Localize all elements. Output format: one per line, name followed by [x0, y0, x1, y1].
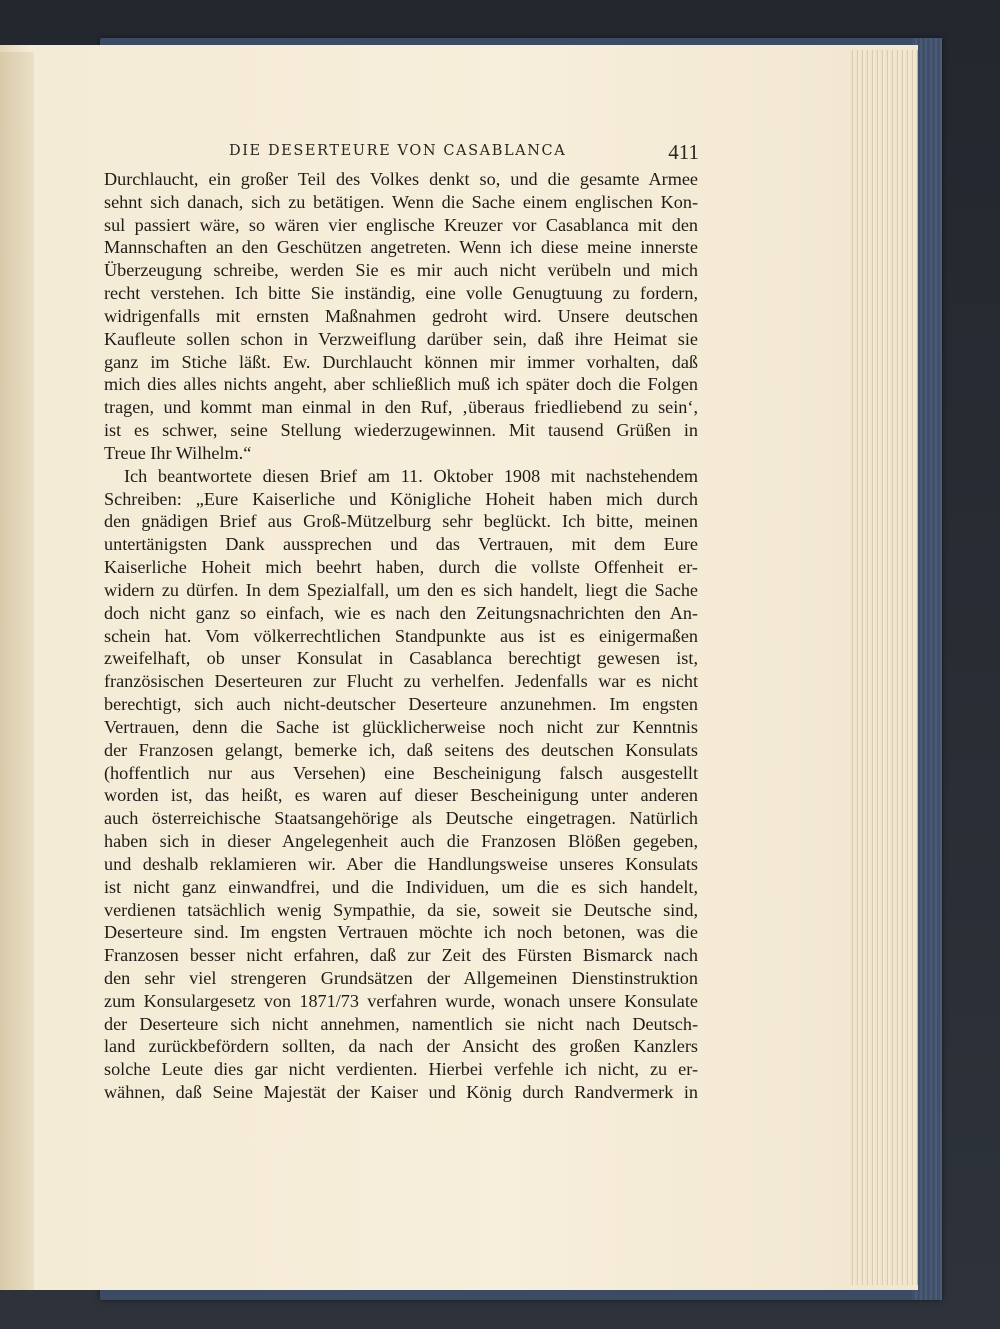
text-line: mich dies alles nichts angeht, aber schließlich muß ich später doch die Folgen [104, 374, 698, 395]
text-line: Durchlaucht, ein großer Teil des Volkes denkt so, und die gesamte Armee [104, 169, 698, 189]
text-line: recht verstehen. Ich bitte Sie inständig, eine volle Genugtuung zu fordern, [104, 283, 698, 304]
text-line: (hoffentlich nur aus Versehen) eine Bescheinigung falsch ausgestellt [104, 762, 698, 783]
page-edges [845, 50, 918, 1285]
text-line: der Deserteure sich nicht annehmen, namentlich sie nicht nach Deutsch- [104, 1013, 698, 1034]
running-header [229, 140, 699, 167]
text-line: Überzeugung schreibe, werden Sie es mir auch nicht verübeln und mich [104, 260, 698, 281]
text-line: verdienen tatsächlich wenig Sympathie, da sie, soweit sie Deutsche sind, [104, 899, 698, 920]
text-line: Deserteure sind. Im engsten Vertrauen möchte ich noch betonen, was die [104, 922, 698, 943]
text-line: den gnädigen Brief aus Groß-Mützelburg sehr beglückt. Ich bitte, meinen [104, 511, 698, 532]
text-line: tragen, und kommt man einmal in den Ruf, ‚überaus friedliebend zu sein‘, [104, 397, 698, 418]
text-line: untertänigsten Dank aussprechen und das Vertrauen, mit dem Eure [104, 534, 698, 555]
text-line: der Franzosen gelangt, bemerke ich, daß seitens des deutschen Konsulats [104, 739, 698, 760]
text-line: Mannschaften an den Geschützen angetreten. Wenn ich diese meine innerste [104, 237, 698, 258]
text-line: sul passiert wäre, so wären vier englische Kreuzer vor Casablanca mit den [104, 214, 698, 235]
text-line: widrigenfalls mit ernsten Maßnahmen gedroht wird. Unsere deutschen [104, 305, 698, 326]
text-line: ist es schwer, seine Stellung wiederzugewinnen. Mit tausend Grüßen in [104, 420, 698, 441]
text-line: solche Leute dies gar nicht verdienten. Hierbei verfehle ich nicht, zu er- [104, 1059, 698, 1080]
text-line: Treue Ihr Wilhelm.“ [104, 442, 252, 463]
text-line: zum Konsulargesetz von 1871/73 verfahren wurde, wonach unsere Konsulate [104, 990, 698, 1011]
text-line: französischen Deserteuren zur Flucht zu verhelfen. Jedenfalls war es nicht [104, 671, 698, 692]
body-text [104, 168, 698, 1104]
text-line: doch nicht ganz so einfach, wie es nach den Zeitungsnachrichten den An- [104, 602, 698, 623]
text-line: schein hat. Vom völkerrechtlichen Standpunkte aus ist es einigermaßen [104, 625, 698, 646]
text-line: Franzosen besser nicht erfahren, daß zur Zeit des Fürsten Bismarck nach [104, 945, 698, 966]
text-line: zweifelhaft, ob unser Konsulat in Casablanca berechtigt gewesen ist, [104, 648, 698, 669]
text-line: haben sich in dieser Angelegenheit auch die Franzosen Blößen gegeben, [104, 831, 698, 852]
left-page-edge [0, 52, 34, 1290]
text-line: ist nicht ganz einwandfrei, und die Individuen, um die es sich handelt, [104, 876, 698, 897]
text-line: Vertrauen, denn die Sache ist glücklicherweise noch nicht zur Kenntnis [104, 716, 698, 737]
text-line: auch österreichische Staatsangehörige als Deutsche eingetragen. Natürlich [104, 808, 698, 829]
text-line: wähnen, daß Seine Majestät der Kaiser und König durch Randvermerk in [104, 1082, 698, 1103]
text-line: Kaufleute sollen schon in Verzweiflung darüber sein, daß ihre Heimat sie [104, 328, 698, 349]
text-line: land zurückbefördern sollten, da nach der Ansicht des großen Kanzlers [104, 1036, 698, 1057]
text-line: ganz im Stiche läßt. Ew. Durchlaucht können mir immer vorhalten, daß [104, 351, 698, 372]
text-line: Ich beantwortete diesen Brief am 11. Oktober 1908 mit nachstehendem [124, 465, 698, 486]
text-line: den sehr viel strengeren Grundsätzen der Allgemeinen Dienstinstruktion [104, 967, 698, 988]
page-number: 411 [668, 140, 699, 164]
text-line: widern zu dürfen. In dem Spezialfall, um den es sich handelt, liegt die Sache [104, 579, 698, 600]
running-title: DIE DESERTEURE VON CASABLANCA [229, 143, 567, 159]
text-line: und deshalb reklamieren wir. Aber die Handlungsweise unseres Konsulats [104, 853, 698, 874]
text-line: sehnt sich danach, sich zu betätigen. Wenn die Sache einem englischen Kon- [104, 191, 698, 212]
text-line: worden ist, das heißt, es waren auf dieser Bescheinigung unter anderen [104, 785, 698, 806]
text-line: berechtigt, sich auch nicht-deutscher Deserteure anzunehmen. Im engsten [104, 694, 698, 715]
text-line: Schreiben: „Eure Kaiserliche und Königliche Hoheit haben mich durch [104, 488, 698, 509]
text-line: Kaiserliche Hoheit mich beehrt haben, durch die vollste Offenheit er- [104, 557, 698, 578]
